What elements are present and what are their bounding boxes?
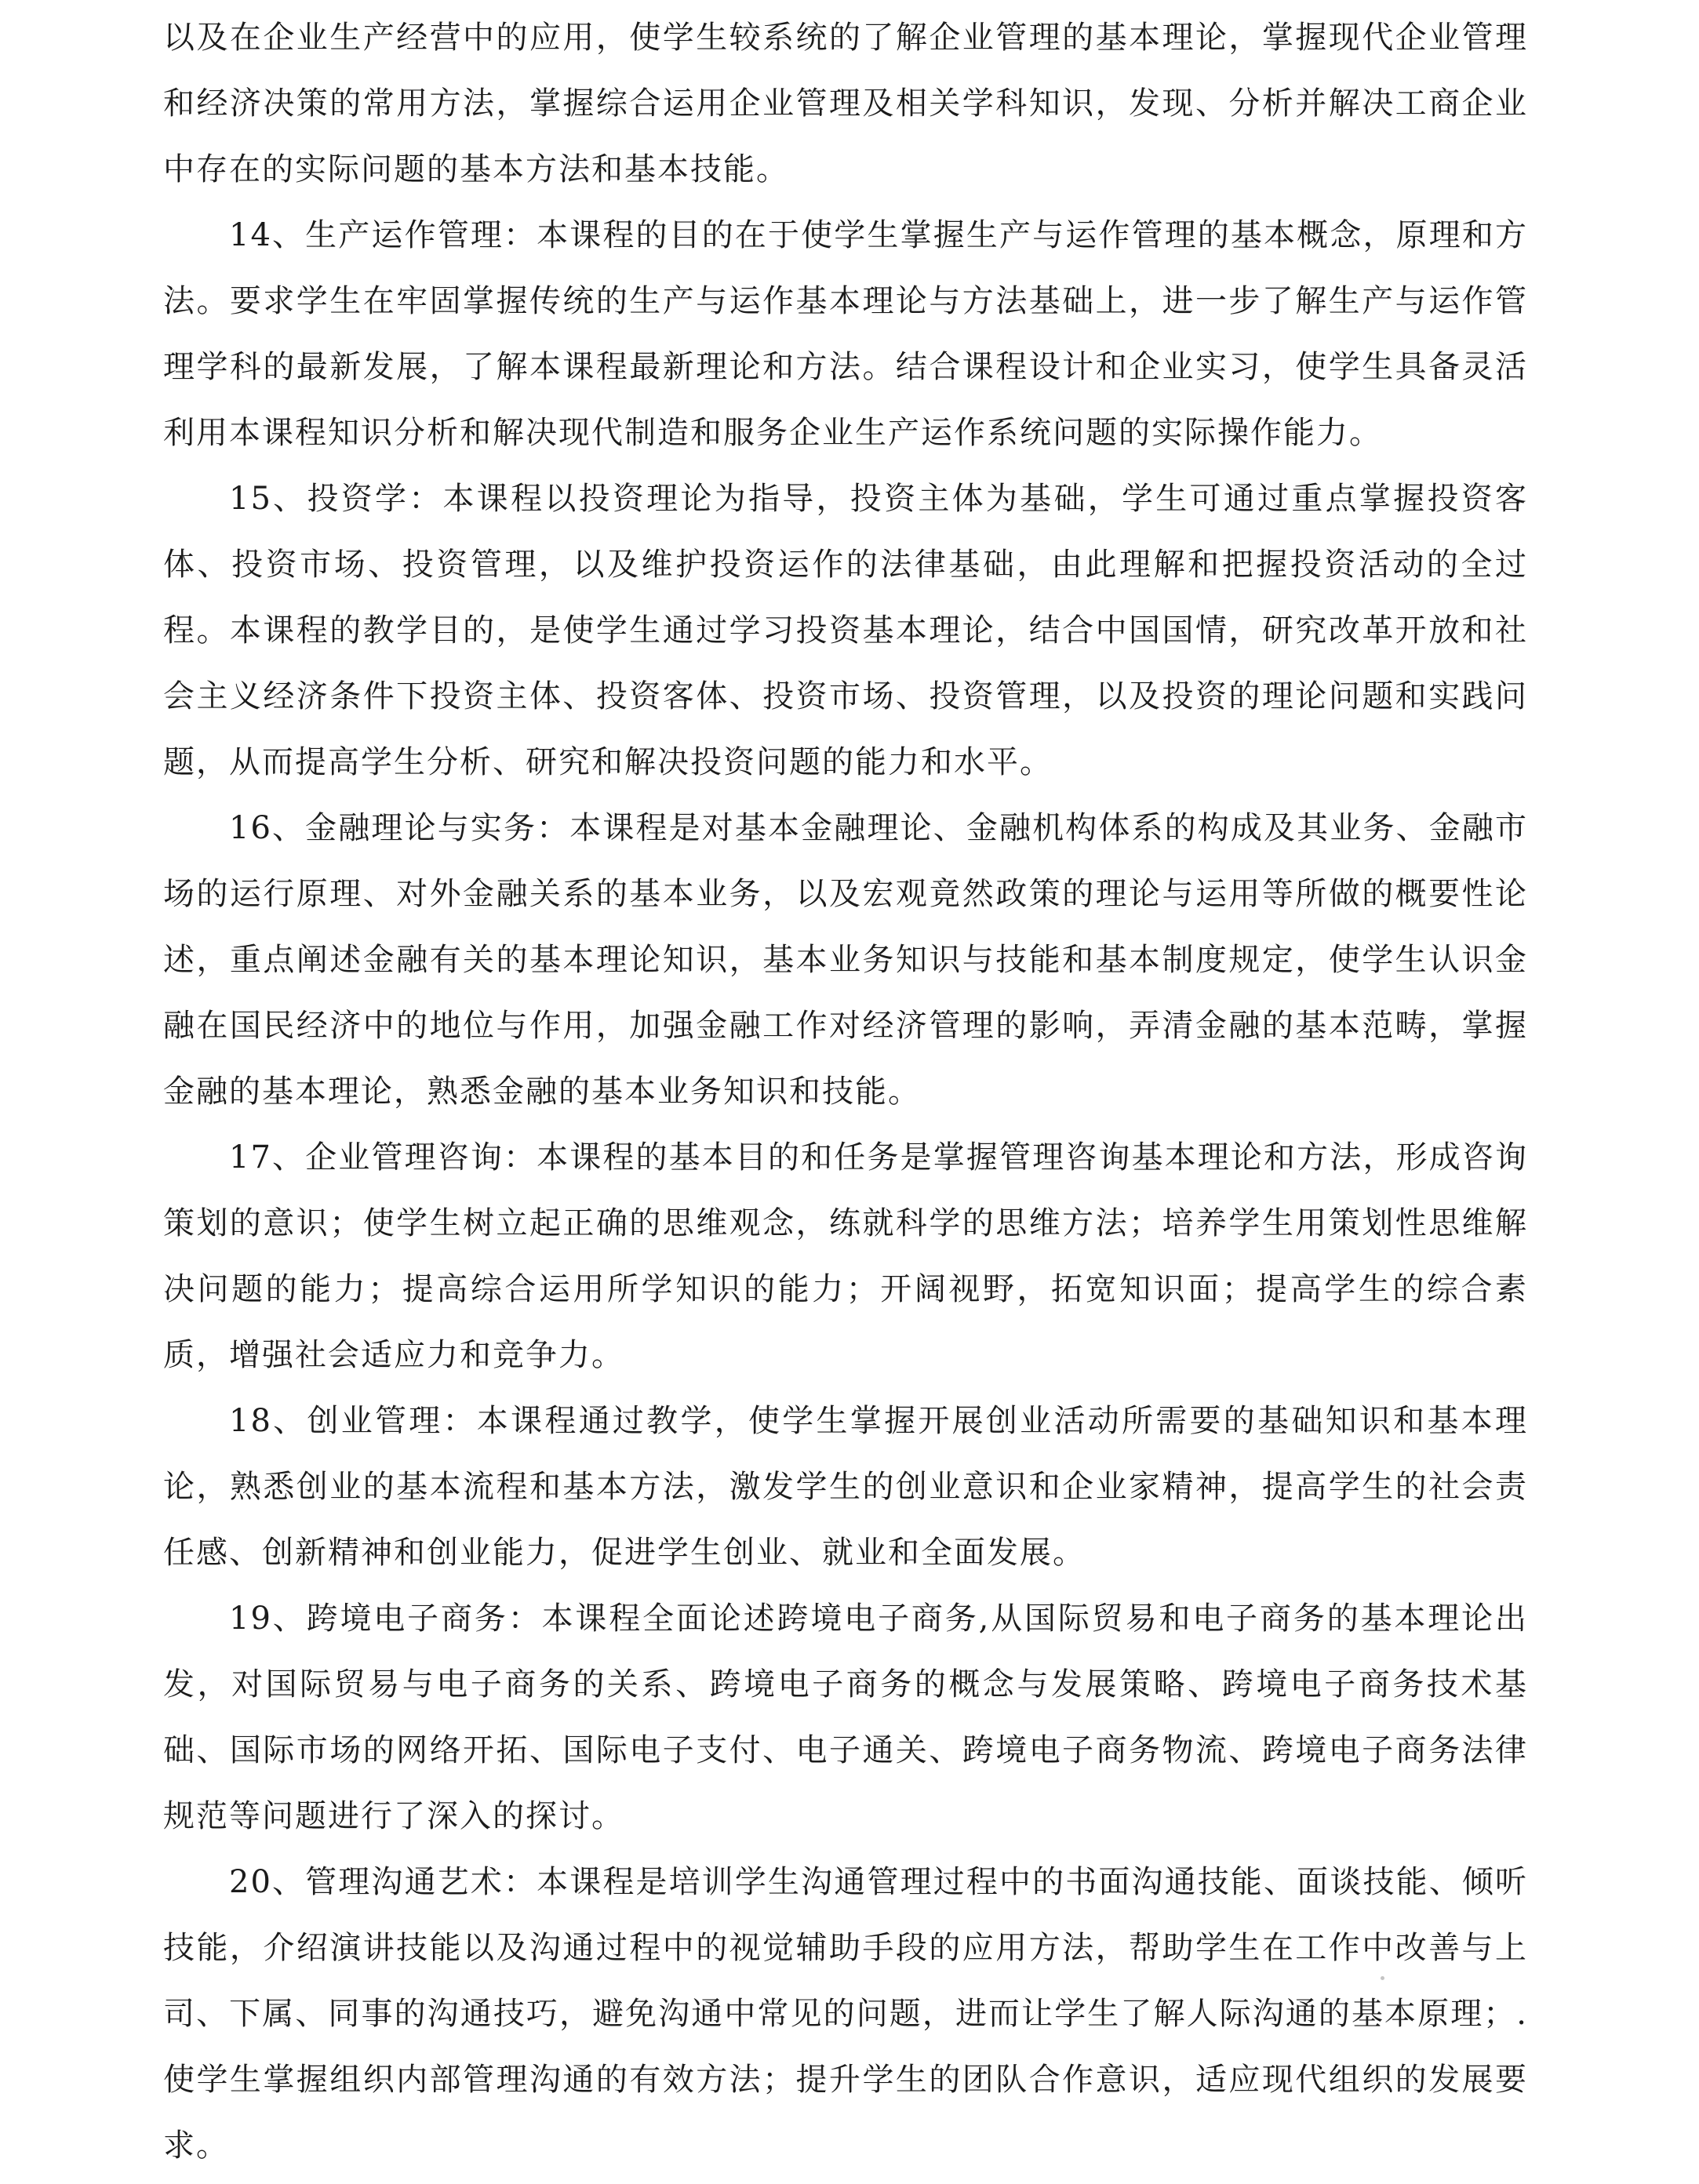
scan-speck bbox=[1381, 1976, 1384, 1980]
paragraph-18-entrepreneurship-management: 18、创业管理：本课程通过教学，使学生掌握开展创业活动所需要的基础知识和基本理论，熟悉创业的基本流程和基本方法，激发学生的创业意识和企业家精神，提高学生的社会责任感、创新精神和创业能力，促进学生创业、就业和全面发展。 bbox=[163, 1403, 1528, 1571]
paragraph-19-cross-border-ecommerce: 19、跨境电子商务：本课程全面论述跨境电子商务,从国际贸易和电子商务的基本理论出发，对国际贸易与电子商务的关系、跨境电子商务的概念与发展策略、跨境电子商务技术基础、国际市场的网络开拓、国际电子支付、电子通关、跨境电子商务物流、跨境电子商务法律规范等问题进行了深入的探讨。 bbox=[163, 1601, 1528, 1834]
paragraph-continuation: 以及在企业生产经营中的应用，使学生较系统的了解企业管理的基本理论，掌握现代企业管理和经济决策的常用方法，掌握综合运用企业管理及相关学科知识，发现、分析并解决工商企业中存在的实际问题的基本方法和基本技能。 bbox=[163, 20, 1528, 187]
paragraph-20-management-communication: 20、管理沟通艺术：本课程是培训学生沟通管理过程中的书面沟通技能、面谈技能、倾听技能，介绍演讲技能以及沟通过程中的视觉辅助手段的应用方法，帮助学生在工作中改善与上司、下属、同事的沟通技巧，避免沟通中常见的问题，进而让学生了解人际沟通的基本原理；.使学生掌握组织内部管理沟通的有效方法；提升学生的团队合作意识，适应现代组织的发展要求。 bbox=[163, 1864, 1528, 2164]
paragraph-17-enterprise-management-consulting: 17、企业管理咨询：本课程的基本目的和任务是掌握管理咨询基本理论和方法，形成咨询策划的意识；使学生树立起正确的思维观念，练就科学的思维方法；培养学生用策划性思维解决问题的能力；提高综合运用所学知识的能力；开阔视野，拓宽知识面；提高学生的综合素质，增强社会适应力和竞争力。 bbox=[163, 1139, 1528, 1373]
document-body bbox=[163, 5, 1528, 2179]
paragraph-15-investment: 15、投资学：本课程以投资理论为指导，投资主体为基础，学生可通过重点掌握投资客体、投资市场、投资管理，以及维护投资运作的法律基础，由此理解和把握投资活动的全过程。本课程的教学目的，是使学生通过学习投资基本理论，结合中国国情，研究改革开放和社会主义经济条件下投资主体、投资客体、投资市场、投资管理，以及投资的理论问题和实践问题，从而提高学生分析、研究和解决投资问题的能力和水平。 bbox=[163, 481, 1528, 780]
paragraph-14-production-operations-management: 14、生产运作管理：本课程的目的在于使学生掌握生产与运作管理的基本概念，原理和方法。要求学生在牢固掌握传统的生产与运作基本理论与方法基础上，进一步了解生产与运作管理学科的最新发展，了解本课程最新理论和方法。结合课程设计和企业实习，使学生具备灵活利用本课程知识分析和解决现代制造和服务企业生产运作系统问题的实际操作能力。 bbox=[163, 217, 1528, 451]
paragraph-16-finance-theory-practice: 16、金融理论与实务：本课程是对基本金融理论、金融机构体系的构成及其业务、金融市场的运行原理、对外金融关系的基本业务，以及宏观竟然政策的理论与运用等所做的概要性论述，重点阐述金融有关的基本理论知识，基本业务知识与技能和基本制度规定，使学生认识金融在国民经济中的地位与作用，加强金融工作对经济管理的影响，弄清金融的基本范畴，掌握金融的基本理论，熟悉金融的基本业务知识和技能。 bbox=[163, 810, 1528, 1110]
